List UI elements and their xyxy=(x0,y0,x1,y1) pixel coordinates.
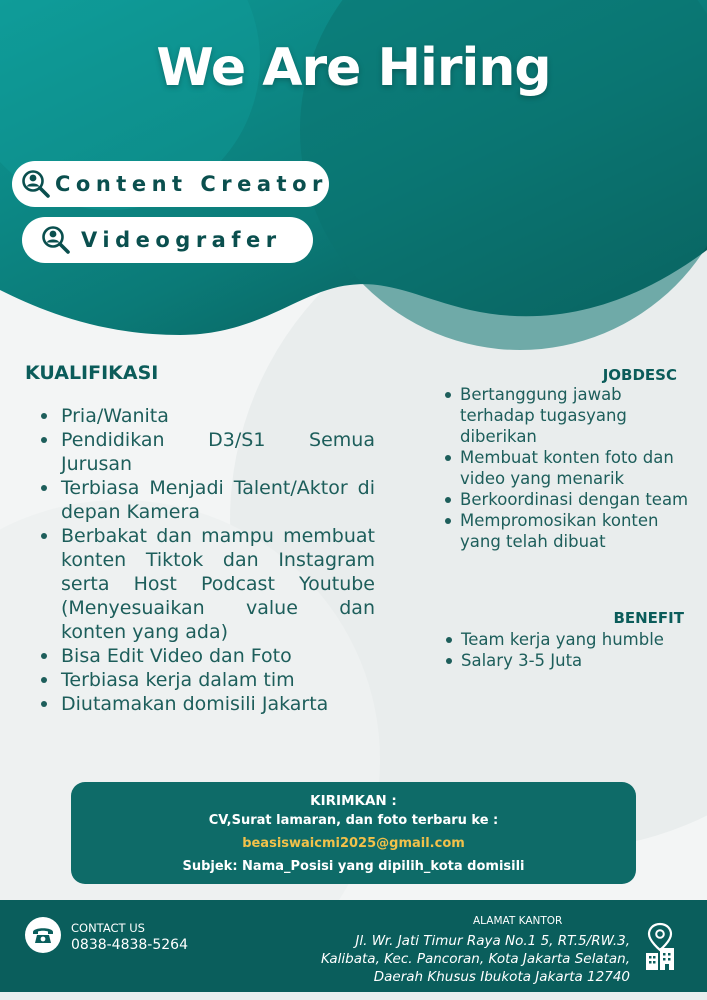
submission-subject: Subjek: Nama_Posisi yang dipilih_kota domisili xyxy=(182,859,525,874)
jobdesc-heading: JOBDESC xyxy=(602,366,677,384)
submission-email[interactable]: beasiswaicmi2025@gmail.com xyxy=(242,836,465,851)
address-text xyxy=(321,932,630,986)
person-search-icon xyxy=(21,169,51,199)
location-building-icon xyxy=(640,922,680,972)
submission-heading: KIRIMKAN : xyxy=(310,793,397,809)
qualifications-heading: KUALIFIKASI xyxy=(25,362,159,384)
list-item: Terbiasa kerja dalam tim xyxy=(39,668,375,692)
list-item: Berkoordinasi dengan team xyxy=(444,489,694,510)
telephone-icon xyxy=(25,917,61,953)
address-label: ALAMAT KANTOR xyxy=(473,915,563,927)
contact-label: CONTACT US xyxy=(71,921,145,935)
jobdesc-list xyxy=(444,384,694,552)
list-item: Bertanggung jawab terhadap tugasyang diberikan xyxy=(444,384,694,447)
list-item: Team kerja yang humble xyxy=(445,629,695,650)
address-line: Kalibata, Kec. Pancoran, Kota Jakarta Selatan, xyxy=(321,951,630,967)
list-item: Berbakat dan mampu membuat konten Tiktok dan Instagram serta Host Podcast Youtube (Menyesuaikan value dan konten yang ada) xyxy=(39,524,375,644)
position-pill-content-creator xyxy=(12,161,329,207)
person-search-icon xyxy=(41,225,71,255)
benefit-list xyxy=(445,629,695,671)
footer xyxy=(0,900,707,1000)
list-item: Diutamakan domisili Jakarta xyxy=(39,692,375,716)
list-item: Mempromosikan konten yang telah dibuat xyxy=(444,510,694,552)
benefit-heading: BENEFIT xyxy=(613,609,684,627)
position-label: Content Creator xyxy=(55,172,328,196)
list-item: Pria/Wanita xyxy=(39,404,375,428)
position-label: Videografer xyxy=(81,228,282,252)
list-item: Terbiasa Menjadi Talent/Aktor di depan Kamera xyxy=(39,476,375,524)
position-pill-videografer xyxy=(22,217,313,263)
submission-box xyxy=(71,782,636,884)
contact-phone[interactable]: 0838-4838-5264 xyxy=(71,937,188,953)
qualifications-list xyxy=(39,404,375,716)
page-title: We Are Hiring xyxy=(156,38,551,98)
bottom-strip xyxy=(0,992,707,1000)
submission-instruction: CV,Surat lamaran, dan foto terbaru ke : xyxy=(208,813,499,828)
list-item: Membuat konten foto dan video yang menarik xyxy=(444,447,694,489)
list-item: Salary 3-5 Juta xyxy=(445,650,695,671)
address-line: Daerah Khusus Ibukota Jakarta 12740 xyxy=(373,969,630,985)
list-item: Bisa Edit Video dan Foto xyxy=(39,644,375,668)
address-line: Jl. Wr. Jati Timur Raya No.1 5, RT.5/RW.3, xyxy=(355,933,630,949)
list-item: Pendidikan D3/S1 Semua Jurusan xyxy=(39,428,375,476)
